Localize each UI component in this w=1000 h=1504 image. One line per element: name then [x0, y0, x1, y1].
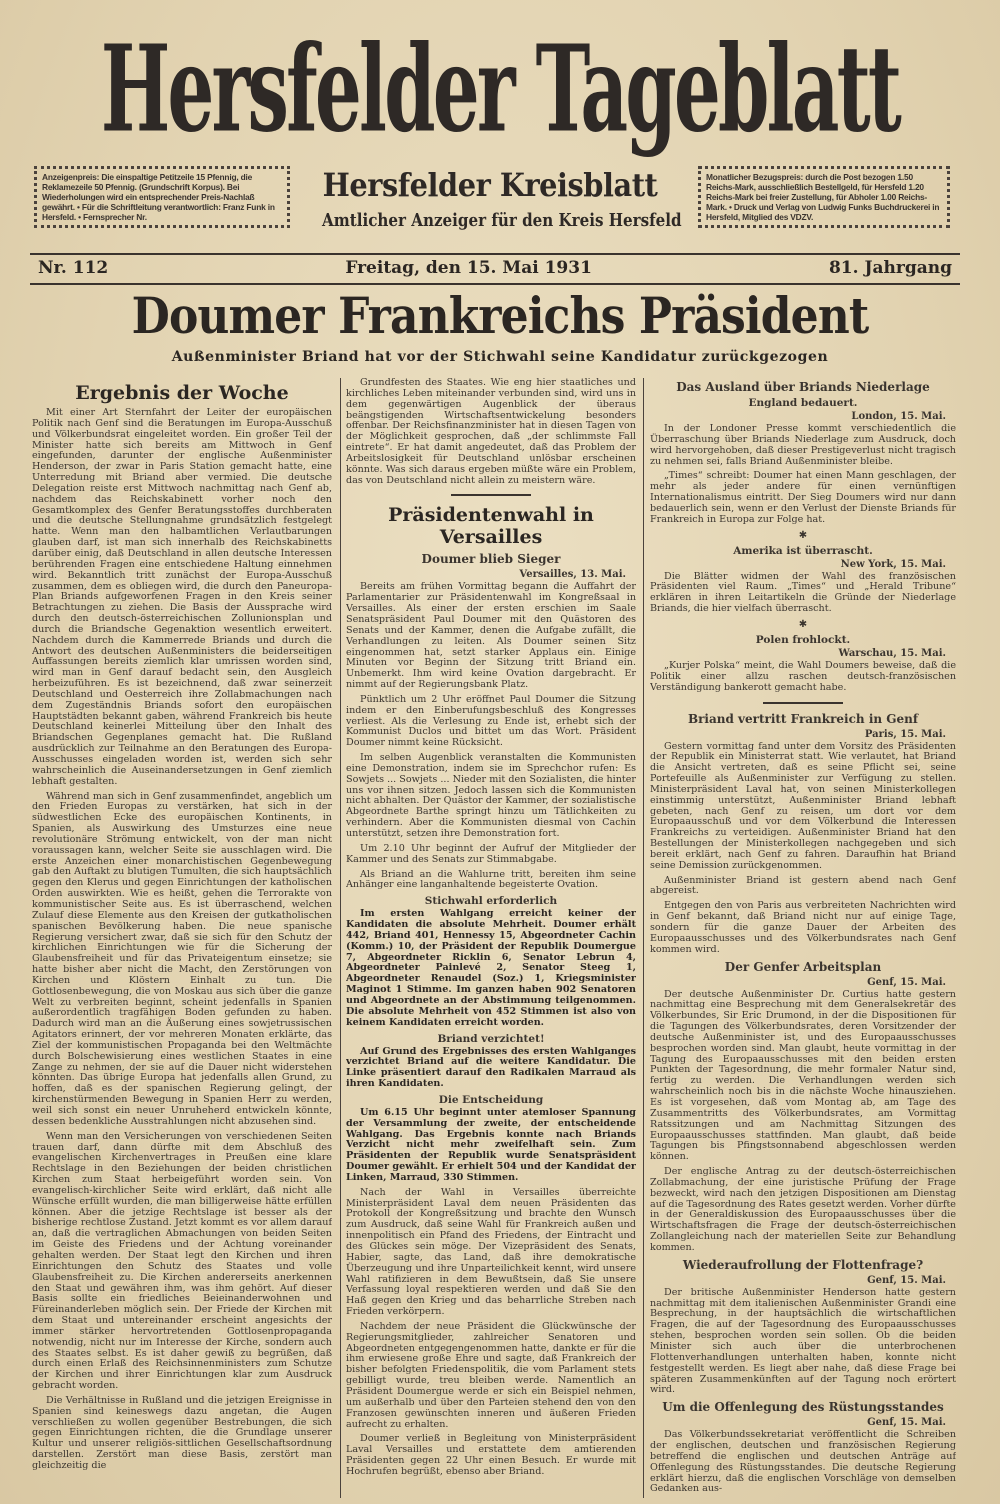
- asterism: ✱: [798, 529, 808, 541]
- article-subheading: England bedauert.: [748, 397, 858, 409]
- article-heading: Um die Offenlegung des Rüstungsstandes: [662, 1400, 944, 1415]
- paragraph: Bereits am frühen Vormittag begann die Auffahrt der Parlamentarier zur Präsidentenwahl im Kongreßsaal in Versailles. Als einer der ersten erschien im Saale Senatspräsident Paul Doumer mit den Quästoren des Senats und der Kammer, denen die Aufgabe zufällt, die Verhandlungen zu leiten. Als Doumer seinen Sitz eingenommen hat, setzt starker Applaus ein. Einige Minuten vor Beginn der Sitzung tritt Briand ein. Unbemerkt. Ihm wird keine Ovation dargebracht. Er nimmt auf der Regierungsbank Platz.: [346, 581, 636, 691]
- paragraph: Die Verhältnisse in Rußland und die jetzigen Ereignisse in Spanien sind keineswegs dazu angetan, die Augen verschließen zu wollen gegenüber Bestrebungen, die sich gegen Einrichtungen richten, die die Grundlage unserer Kultur und unserer religiös-sittlichen Gesellschaftsordnung darstellen. Zerstört man diese Basis, zerstört man gleichzeitig die: [32, 1394, 332, 1471]
- divider: [30, 283, 960, 285]
- article-subheading: Die Entscheidung: [438, 1093, 544, 1106]
- issue-volume: 81. Jahrgang: [828, 258, 952, 278]
- article-heading: Das Ausland über Briands Niederlage: [676, 380, 930, 394]
- paragraph: Außenminister Briand ist gestern abend nach Genf abgereist.: [650, 874, 956, 897]
- column-rule: [340, 378, 341, 1498]
- article-subheading: Amerika ist überrascht.: [733, 544, 873, 557]
- article-subheading: Stichwahl erforderlich: [424, 895, 558, 908]
- issue-line: [38, 258, 952, 278]
- paragraph: Im selben Augenblick veranstalten die Kommunisten eine Demonstration, indem sie im Sprechchor rufen: Es Sowjets ... Sowjets ... Nieder mit den Sozialisten, die hinter uns vor ihnen sitzen. Jedoch lassen sich die Kommunisten nicht abhalten. Der Quästor der Kammer, der sozialistische Abgeordnete Barthe springt hinzu um Tätlichkeiten zu verhindern. Aber die Kommunisten diesmal von Cachin unterstützt, setzen ihre Demonstration fort.: [346, 752, 636, 839]
- subscription-price-box: Monatlicher Bezugspreis: durch die Post bezogen 1.50 Reichs-Mark, ausschließlich Bestellgeld, für Hersfeld 1.20 Reichs-Mark bei freier Zustellung, für Abholer 1.00 Reichs-Mark. • Druck und Verlag von Ludwig Funks Buchdruckerei in Hersfeld, Mitglied des VDZV.: [698, 166, 950, 228]
- paragraph: Grundfesten des Staates. Wie eng hier staatliches und kirchliches Leben miteinander verbunden sind, wird uns in dem gegenwärtigen Augenblick der überaus beängstigenden Wirtschaftsentwickelung besonders offenbar. Der Reichsfinanzminister hat in diesen Tagen von der Möglichkeit gesprochen, daß „der schlimmste Fall eintrete“. Er hat damit angedeutet, daß das Problem der Arbeitslosigkeit für Deutschland unlösbar erscheinen könnte. Was sich daraus ergeben müßte wäre ein Problem, das von Deutschland nicht allein zu meistern wäre.: [346, 378, 636, 486]
- paragraph: Nachdem der neue Präsident die Glückwünsche der Regierungsmitglieder, zahlreicher Senatoren und Abgeordneten entgegengenommen hatte, dankte er für die ihm erwiesene große Ehre und sagte, daß Frankreich der bisher befolgten Friedenspolitik, die vom Parlament stets gebilligt wurde, treu bleiben werde. Namentlich an Präsident Doumergue werde er sich ein Beispiel nehmen, um außerhalb und über den Parteien stehend den von den Franzosen gewünschten inneren und äußeren Frieden aufrecht zu erhalten.: [346, 1320, 636, 1430]
- paragraph: Das Völkerbundssekretariat veröffentlicht die Schreiben der englischen, deutschen und französischen Regierung betreffend die englischen und deutschen Anträge auf Offenlegung des Rüstungsstandes. Die deutsche Regierung erklärt hierzu, daß die englischen Vorschläge von demselben Gedanken aus-: [650, 1429, 956, 1495]
- paragraph: Der britische Außenminister Henderson hatte gestern nachmittag mit dem italienischen Außenminister Grandi eine Besprechung, in der hauptsächlich die wirtschaftlichen Fragen, die auf der Tagesordnung des Europaausschusses stehen, besprochen worden sein sollen. Ob die beiden Minister sich auch über die unterbrochenen Flottenverhandlungen unterhalten haben, konnte nicht festgestellt werden. Es liegt aber nahe, daß diese Frage bei späteren Zusammenkünften auf der Tagung noch erörtert wird.: [650, 1286, 956, 1396]
- column-1: [32, 378, 332, 1498]
- paragraph: Doumer verließ in Begleitung von Ministerpräsident Laval Versailles und erstattete dem amtierenden Präsidenten gegen 22 Uhr einen Besuch. Er wurde mit Hochrufen begrüßt, ebenso aber Briand.: [346, 1433, 636, 1477]
- column-2: [346, 378, 636, 1498]
- paragraph: Der deutsche Außenminister Dr. Curtius hatte gestern nachmittag eine Besprechung mit dem Generalsekretär des Völkerbundes, Sir Eric Drumond, in der die Dispositionen für die Tagungen des Völkerbundsrates, deren Vorsitzender der deutsche Außenminister ist, und des Europaausschusses besprochen worden sind. Man glaubt, heute vormittag in der Tagung des Europaausschusses mit den beiden ersten Punkten der Tagesordnung, die mehr formaler Natur sind, fertig zu werden. Die Verhandlungen werden sich wahrscheinlich noch bis in die nächste Woche hinausziehen. Es ist vorgesehen, daß vom Montag ab, am Tage des Zusammentritts des Völkerbundsrates, am Vormittag Ratssitzungen und am Nachmittag Sitzungen des Europaausschusses stattfinden. Man glaubt, daß beide Tagungen bis Pfingstsonnabend abgeschlossen werden können.: [650, 988, 956, 1163]
- article-heading: Doumer blieb Sieger: [421, 552, 561, 567]
- dateline: New York, 15. Mai.: [840, 558, 946, 570]
- article-heading: Briand vertritt Frankreich in Genf: [687, 711, 919, 726]
- article-heading: Wiederaufrollung der Flottenfrage?: [682, 1257, 924, 1272]
- divider: [30, 253, 960, 255]
- separator-rule: [451, 494, 531, 496]
- paragraph: Während man sich in Genf zusammenfindet, angeblich um den Frieden Europas zu verstärken, hat sich in der südwestlichen Ecke des europäischen Kontinents, in Spanien, als Auswirkung des Umsturzes eine neue revolutionäre Strömung entwickelt, von der man nicht voraussagen kann, welcher Seite sie ausschlagen wird. Die erste Anzeichen einer monarchistischen Gegenbewegung gab den Auftakt zu blutigen Tumulten, die sich hauptsächlich gegen den Klerus und gegen Einrichtungen der katholischen Orden auswirkten. Wie es heißt, gehen die Terrorakte von kommunistischer Seite aus. Es ist überraschend, welchen Zulauf diese Elemente aus den Kreisen der gutkatholischen spanischen Bevölkerung haben. Die neue spanische Regierung versichert zwar, daß sie sich für den Schutz der kirchlichen Einrichtungen wie für die Sicherung der Glaubensfreiheit und für das Privateigentum einsetze; sie hatte bisher aber nicht die Macht, den Zerstörungen von Kirchen und Klöstern Einhalt zu tun. Die Gottlosenbewegung, die von Moskau aus sich über die ganze Welt zu verbreiten beginnt, scheint jedenfalls in Spanien außerordentlich tragfähigen Boden gefunden zu haben. Dadurch wird man an die Äußerung eines sowjetrussischen Agitators erinnert, der vor mehreren Monaten erklärte, das Ziel der kommunistischen Propaganda bei den Weltmächte durch Bolschewisierung eines westlichen Staates in eine Zange zu nehmen, der sie auf die Dauer nicht widerstehen könnten. Das übrige Europa hat jedenfalls allen Grund, zu hoffen, daß es der spanischen Regierung gelingt, der kirchenstürmenden Bewegung in Spanien Herr zu werden, weil sich sonst ein neuer Unruheherd entwickeln könnte, dessen bedenkliche Ausstrahlungen nicht abzusehen sind.: [32, 790, 332, 1127]
- paragraph: Mit einer Art Sternfahrt der Leiter der europäischen Politik nach Genf sind die Beratungen im Europa-Ausschuß und Völkerbundsrat eingeleitet worden. Ein großer Teil der Minister hatte sich bereits am Mittwoch in Genf eingefunden, darunter der englische Außenminister Henderson, der zwar in Paris Station gemacht hatte, eine Unterredung mit Briand aber vermied. Die deutsche Delegation reiste erst Mittwoch nachmittag nach Genf ab, nachdem das Reichskabinett vorher noch den Gesamtkomplex des Genfer Beratungsstoffes durchberaten und die deutsche Stellungnahme grundsätzlich festgelegt hatte. Wenn man den halbamtlichen Verlautbarungen glauben darf, ist man sich innerhalb des Reichskabinetts darüber einig, daß Deutschland in allen deutsche Interessen berührenden Fragen eine entschiedene Haltung einnehmen wird. Bekanntlich tritt zunächst der Europa-Ausschuß zusammen, dem es obliegen wird, die durch den Paneuropa-Plan Briands aufgeworfenen Fragen in den Kreis seiner Betrachtungen zu ziehen. Die Basis der Aussprache wird durch den deutsch-österreichischen Zollunionsplan und durch die Briandsche Gegenaktion wesentlich erweitert. Nachdem durch die Kammerrede Briands und durch die Antwort des deutschen Außenministers die beiderseitigen Auffassungen bereits ziemlich klar umrissen worden sind, wird man in Genf darauf bedacht sein, den Ausgleich herbeizuführen. Es ist bezeichnend, daß zwar seinerzeit Deutschland und Oesterreich ihre Zollabmachungen nach dem Zugeständnis Briands sofort den europäischen Hauptstädten bekannt gaben, während Frankreich bis heute Deutschland keinerlei Mitteilung über den Inhalt des Briandschen Gegenplanes gemacht hat. Die Rußland ausdrücklich zur Teilnahme an den Beratungen des Europa-Ausschusses eingeladen worden ist, werden sich sehr wahrscheinlich die Auseinandersetzungen in Genf ziemlich lebhaft gestalten.: [32, 407, 332, 787]
- issue-number: Nr. 112: [38, 258, 109, 278]
- paragraph: In der Londoner Presse kommt verschiedentlich die Überraschung über Briands Niederlage zum Ausdruck, doch wird hervorgehoben, daß dieser Prestigeverlust nicht tragisch zu nehmen sei, falls Briand Außenminister bleibe.: [650, 423, 956, 467]
- paragraph: Wenn man den Versicherungen von verschiedenen Seiten trauen darf, dann dürfte mit dem Abschluß des evangelischen Kirchenvertrages in Preußen eine klare Rechtslage in den Beziehungen der beiden christlichen Kirchen zum Staat herbeigeführt worden sein. Von evangelisch-kirchlicher Seite wird erklärt, daß nicht alle Wünsche erfüllt wurden, die man billigerweise hätte erfüllen können. Aber die jetzige Rechtslage ist besser als der bisherige rechtlose Zustand. Jetzt kommt es vor allem darauf an, daß die vertraglichen Abmachungen von beiden Seiten im Geiste des Friedens und der Achtung voreinander gehalten werden. Der Staat legt den Kirchen und ihren Einrichtungen den Schutz des Staates und volle Glaubensfreiheit zu. Die Kirchen andererseits anerkennen den Staat und gewähren ihm, was ihm gehört. Auf dieser Basis sollte ein friedliches Beieinanderwohnen und Füreinanderleben möglich sein. Der Friede der Kirchen mit dem Staat und untereinander erscheint angesichts der immer stärker hervortretenden Gottlosenpropaganda notwendig, nicht nur im Interesse der Kirche, sondern auch des Staates selbst. Es ist daher gewiß zu begrüßen, daß durch einen Erlaß des Reichsinnenministers zum Schutze der Kirchen und ihrer Einrichtungen klar zum Ausdruck gebracht worden.: [32, 1130, 332, 1392]
- bold-paragraph: Im ersten Wahlgang erreicht keiner der Kandidaten die absolute Mehrheit. Doumer erhält 442, Briand 401, Hennessy 15, Abgeordneter Cachin (Komm.) 10, der Präsident der Republik Doumergue 7, Abgeordneter Ricklin 6, Senator Lebrun 4, Abgeordneter Painlevé 2, Senator Steeg 1, Abgeordneter Renaudel (Soz.) 1, Kriegsminister Maginot 1 Stimme. Im ganzen haben 902 Senatoren und Abgeordnete an der Abstimmung teilgenommen. Die absolute Mehrheit von 452 Stimmen ist also von keinem Kandidaten erreicht worden.: [346, 908, 636, 1028]
- dateline: Genf, 15. Mai.: [867, 976, 946, 988]
- advert-price-box: Anzeigenpreis: Die einspaltige Petitzeile 15 Pfennig, die Reklamezeile 50 Pfennig. (Grundschrift Korpus). Bei Wiederholungen wird ein entsprechender Preis-Nachlaß gewährt. • Für die Schriftleitung verantwortlich: Franz Funk in Hersfeld. • Fernsprecher Nr.: [34, 166, 290, 228]
- paragraph: Als Briand an die Wahlurne tritt, bereiten ihm seine Anhänger eine langanhaltende begeisterte Ovation.: [346, 868, 636, 891]
- paragraph: Der englische Antrag zu der deutsch-österreichischen Zollabmachung, der eine juristische Prüfung der Frage bezweckt, wird nach den jetzigen Dispositionen am Dienstag auf die Tagesordnung des Rates gesetzt werden. Vorher dürfte in der Generaldiskussion des Europaausschusses über die Wirtschaftsfragen die Frage der deutsch-österreichischen Zollangleichung nach der materiellen Seite zur Behandlung kommen.: [650, 1166, 956, 1253]
- paragraph: „Times“ schreibt: Doumer hat einen Mann geschlagen, der mehr als jeder andere für einen vernünftigen Internationalismus eintritt. Der Sieg Doumers wird nur dann bedauerlich sein, wenn er den Verlust der Dienste Briands für Frankreich in Europa zur Folge hat.: [650, 470, 956, 525]
- column-rule: [643, 378, 644, 1498]
- dateline: Genf, 15. Mai.: [867, 1274, 946, 1286]
- dateline: Warschau, 15. Mai.: [838, 647, 946, 659]
- paragraph: Nach der Wahl in Versailles überreichte Ministerpräsident Laval dem neuen Präsidenten das Protokoll der Kongreßsitzung und brachte den Wunsch zum Ausdruck, daß seine Wahl für Frankreich außen und innenpolitisch ein Pfand des Friedens, der Eintracht und des Glückes sein möge. Der Vizepräsident des Senats, Habier, sagte, das Land, daß ihre demokratische Überzeugung und ihre Unparteilichkeit kennt, wird unsere Wahl ratifizieren in dem Bewußtsein, daß Sie unsere Verfassung loyal respektieren werden und daß Sie den Haß gegen den Krieg und das beharrliche Streben nach Frieden verkörpern.: [346, 1186, 636, 1318]
- separator-rule: [763, 702, 843, 704]
- masthead-tagline: Amtlicher Anzeiger für den Kreis Hersfeld: [322, 210, 682, 231]
- article-subheading: Briand verzichtet!: [437, 1032, 545, 1045]
- dateline: Genf, 15. Mai.: [867, 1417, 946, 1429]
- article-subheading: Polen frohlockt.: [755, 633, 851, 646]
- section-heading: Ergebnis der Woche: [75, 382, 289, 404]
- dateline: London, 15. Mai.: [851, 411, 946, 422]
- main-subheadline: Außenminister Briand hat vor der Stichwahl seine Kandidatur zurückgezogen: [171, 349, 829, 365]
- bold-paragraph: Auf Grund des Ergebnisses des ersten Wahlganges verzichtet Briand auf die weitere Kandidatur. Die Linke präsentiert darauf den Radikalen Marraud als ihren Kandidaten.: [346, 1045, 636, 1090]
- paragraph: Pünktlich um 2 Uhr eröffnet Paul Doumer die Sitzung indem er den Einberufungsbeschluß des Kongresses verliest. Als die Verlesung zu Ende ist, erhebt sich der Kommunist Duclos und bittet um das Wort. Präsident Doumer nimmt keine Rücksicht.: [346, 693, 636, 749]
- paragraph: Um 2.10 Uhr beginnt der Aufruf der Mitglieder der Kammer und des Senats zur Stimmabgabe.: [346, 842, 636, 865]
- dateline: Paris, 15. Mai.: [864, 728, 946, 740]
- section-heading: Präsidentenwahl in Versailles: [388, 504, 594, 549]
- masthead-title: Hersfelder Tageblatt: [100, 20, 900, 160]
- paragraph: Entgegen den von Paris aus verbreiteten Nachrichten wird in Genf bekannt, daß Briand nicht nur auf einige Tage, sondern für die ganze Dauer der Arbeiten des Europaausschusses und des Völkerbundsrates nach Genf kommen wird.: [650, 900, 956, 955]
- bold-paragraph: Um 6.15 Uhr beginnt unter atemloser Spannung der Versammlung der zweite, der entscheidende Wahlgang. Das Ergebnis konnte nach Briands Verzicht nicht mehr zweifelhaft sein. Zum Präsidenten der Republik wurde Senatspräsident Doumer gewählt. Er erhielt 504 und der Kandidat der Linken, Marraud, 330 Stimmen.: [346, 1106, 636, 1183]
- column-3: [650, 378, 956, 1498]
- article-heading: Der Genfer Arbeitsplan: [724, 959, 882, 974]
- masthead-subtitle: Hersfelder Kreisblatt: [322, 166, 658, 204]
- paragraph: Die Blätter widmen der Wahl des französischen Präsidenten viel Raum. „Times“ und „Herald Tribune“ erklären in ihren Leitartikeln die Gründe der Niederlage Briands, die hier vielfach überrascht.: [650, 570, 956, 615]
- dateline: Versailles, 13. Mai.: [519, 569, 626, 581]
- paragraph: „Kurjer Polska“ meint, die Wahl Doumers beweise, daß die Politik einer allzu raschen deutsch-französischen Verständigung bankerott gemacht habe.: [650, 659, 956, 693]
- main-headline: Doumer Frankreichs Präsident: [131, 286, 869, 345]
- asterism: ✱: [798, 618, 808, 630]
- issue-date: Freitag, den 15. Mai 1931: [345, 258, 592, 278]
- paragraph: Gestern vormittag fand unter dem Vorsitz des Präsidenten der Republik ein Ministerrat statt. Wie verlautet, hat Briand die Ansicht vertreten, daß es seine Pflicht sei, seine Portefeuille als Außenminister zur Verfügung zu stellen. Ministerpräsident Laval hat, von seinen Ministerkollegen einstimmig unterstützt, Außenminister Briand lebhaft gebeten, nach Genf zu reisen, um dort vor dem Europaausschuß und vor dem Völkerbund die Interessen Frankreichs zu verteidigen. Außenminister Briand hat den Bestellungen der Ministerkollegen nachgegeben und sich bereit erklärt, nach Genf zu fahren. Daraufhin hat Briand seine Demission zurückgenommen.: [650, 740, 956, 871]
